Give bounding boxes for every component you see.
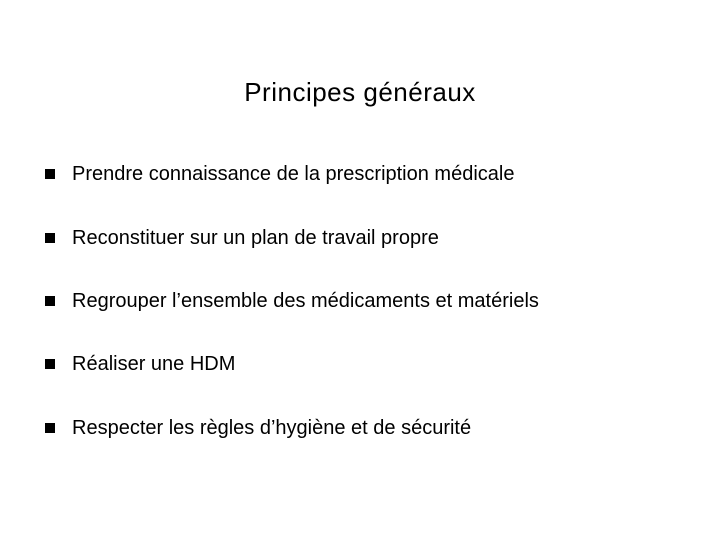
square-bullet-icon <box>45 423 55 433</box>
bullet-text: Reconstituer sur un plan de travail propre <box>72 227 439 249</box>
square-bullet-icon <box>45 296 55 306</box>
list-item <box>0 347 720 381</box>
bullet-text: Respecter les règles d’hygiène et de sécurité <box>72 417 472 439</box>
square-bullet-icon <box>45 169 55 179</box>
square-bullet-icon <box>45 233 55 243</box>
square-bullet-icon <box>45 359 55 369</box>
bullet-text: Regrouper l’ensemble des médicaments et matériels <box>72 290 539 312</box>
list-item <box>0 284 720 318</box>
slide-title: Principes généraux <box>244 77 476 107</box>
list-item <box>0 157 720 191</box>
bullet-text: Prendre connaissance de la prescription médicale <box>72 163 515 185</box>
bullet-text: Réaliser une HDM <box>72 353 236 375</box>
list-item <box>0 221 720 255</box>
list-item <box>0 411 720 445</box>
